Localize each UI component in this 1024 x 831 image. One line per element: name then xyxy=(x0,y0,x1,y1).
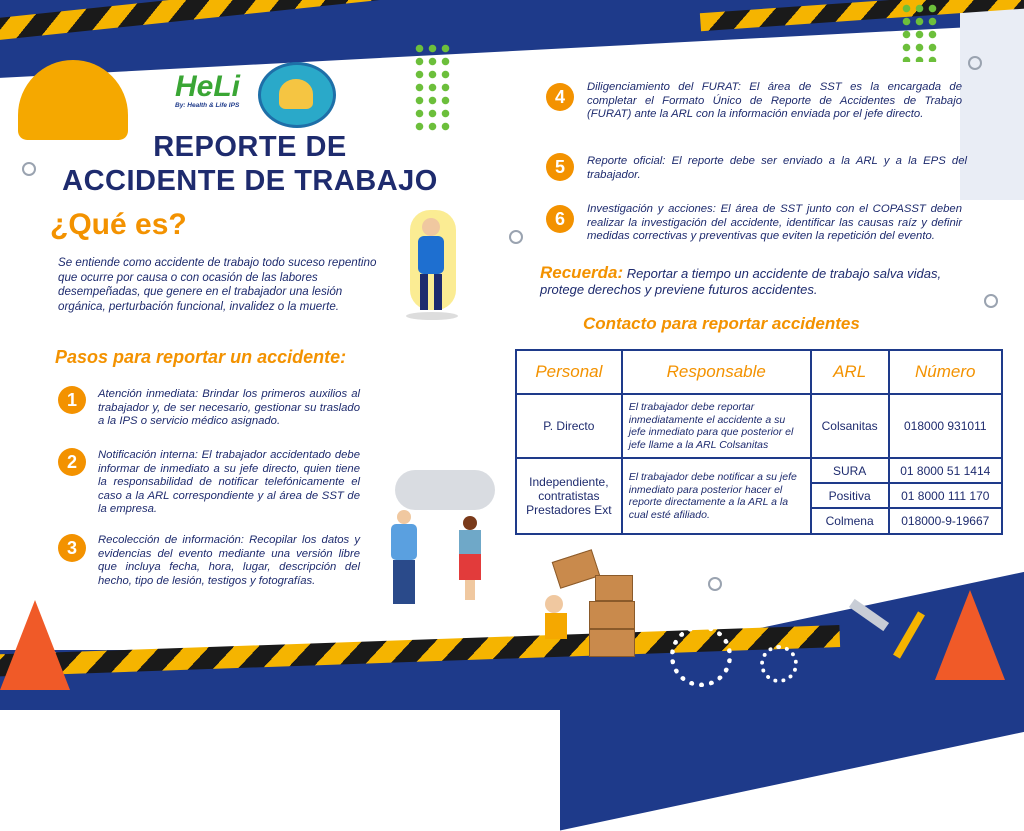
page-title xyxy=(50,130,450,198)
bolt-icon xyxy=(708,577,722,591)
que-es-text: Se entiende como accidente de trabajo todo suceso repentino que ocurre por causa o con ocasión de las labores desempeñadas, que genere en el trabajador una lesión orgánica, perturbación funcional, invalidez o la muerte. xyxy=(58,256,377,313)
injured-workers-illustration xyxy=(375,470,505,620)
pasos-heading: Pasos para reportar un accidente: xyxy=(55,347,347,367)
cell-numero: 01 8000 51 1414 xyxy=(889,458,1002,483)
step-number-5: 5 xyxy=(546,153,574,181)
step-text-6: Investigación y acciones: El área de SST junto con el COPASST deben realizar la investigación del accidente, identificar las causas raíz y definir medidas correctivas y preventivas que eviten la repetición del evento. xyxy=(587,203,962,242)
column-header-responsable: Responsable xyxy=(622,350,811,394)
step-text-2: Notificación interna: El trabajador accidentado debe informar de inmediato a su jefe directo, quien tiene la responsabilidad de notificar telefónicamente el caso a la ARL correspondiente y al área de SST de la empresa. xyxy=(98,449,360,515)
cell-numero: 018000 931011 xyxy=(889,394,1002,458)
recuerda-text: Reportar a tiempo un accidente de trabajo salva vidas, protege derechos y previene futuros accidentes. xyxy=(540,266,942,297)
contact-table xyxy=(515,349,1003,535)
step-text-4: Diligenciamiento del FURAT: El área de SST es la encargada de completar el Formato Único de Reporte de Accidentes de Trabajo (FURAT) ante la ARL con la información enviada por el jefe directo. xyxy=(587,81,962,120)
sst-badge-icon xyxy=(258,62,336,128)
cell-arl: SURA xyxy=(811,458,889,483)
bolt-icon xyxy=(984,294,998,308)
step-number-3: 3 xyxy=(58,534,86,562)
gear-icon xyxy=(760,645,798,683)
step-text-3: Recolección de información: Recopilar los datos y evidencias del evento mediante una versión libre que incluya fecha, hora, lugar, descripción del hecho, tipo de lesión, testigos y fotografías. xyxy=(98,534,360,587)
heli-logo xyxy=(175,72,245,109)
cell-arl: Positiva xyxy=(811,483,889,508)
green-dots-decoration xyxy=(413,42,453,132)
electric-shock-illustration xyxy=(392,200,472,325)
bolt-icon xyxy=(22,162,36,176)
right-light-band xyxy=(960,0,1024,200)
step-number-1: 1 xyxy=(58,386,86,414)
step-text-1: Atención inmediata: Brindar los primeros auxilios al trabajador y, de ser necesario, gestionar su traslado a la IPS o servicio médico asignado. xyxy=(98,388,360,427)
step-number-4: 4 xyxy=(546,83,574,111)
table-row xyxy=(516,458,1002,483)
bolt-icon xyxy=(968,56,982,70)
title-line-1: REPORTE DE xyxy=(153,131,347,163)
bolt-icon xyxy=(509,230,523,244)
cell-personal: Independiente, contratistas Prestadores Ext xyxy=(516,458,622,534)
step-text-5: Reporte oficial: El reporte debe ser enviado a la ARL y a la EPS del trabajador. xyxy=(587,155,967,181)
cell-responsable: El trabajador debe reportar inmediatamente el accidente a su jefe inmediato para que posterior el jefe llame a la ARL Colsanitas xyxy=(622,394,811,458)
recuerda-label: Recuerda: xyxy=(540,263,624,282)
recuerda-block xyxy=(540,265,970,298)
cell-numero: 01 8000 111 170 xyxy=(889,483,1002,508)
column-header-numero: Número xyxy=(889,350,1002,394)
step-number-6: 6 xyxy=(546,205,574,233)
cell-arl: Colmena xyxy=(811,508,889,534)
traffic-cone-icon xyxy=(935,590,1005,680)
gear-icon xyxy=(670,625,732,687)
table-row xyxy=(516,394,1002,458)
green-dots-decoration xyxy=(900,2,940,62)
cell-responsable: El trabajador debe notificar a su jefe inmediato para posterior hacer el reporte directamente a la ARL a la cual esté afiliado. xyxy=(622,458,811,534)
falling-boxes-illustration xyxy=(545,555,645,665)
cell-personal: P. Directo xyxy=(516,394,622,458)
cell-numero: 018000-9-19667 xyxy=(889,508,1002,534)
table-header-row xyxy=(516,350,1002,394)
traffic-cone-icon xyxy=(0,600,70,690)
step-number-2: 2 xyxy=(58,448,86,476)
logo-name: HeLi xyxy=(175,70,241,103)
column-header-personal: Personal xyxy=(516,350,622,394)
title-line-2: ACCIDENTE DE TRABAJO xyxy=(62,165,438,197)
column-header-arl: ARL xyxy=(811,350,889,394)
cell-arl: Colsanitas xyxy=(811,394,889,458)
que-es-heading: ¿Qué es? xyxy=(50,208,187,241)
logo-tagline: By: Health & Life IPS xyxy=(175,102,240,109)
contacto-heading: Contacto para reportar accidentes xyxy=(583,314,860,333)
